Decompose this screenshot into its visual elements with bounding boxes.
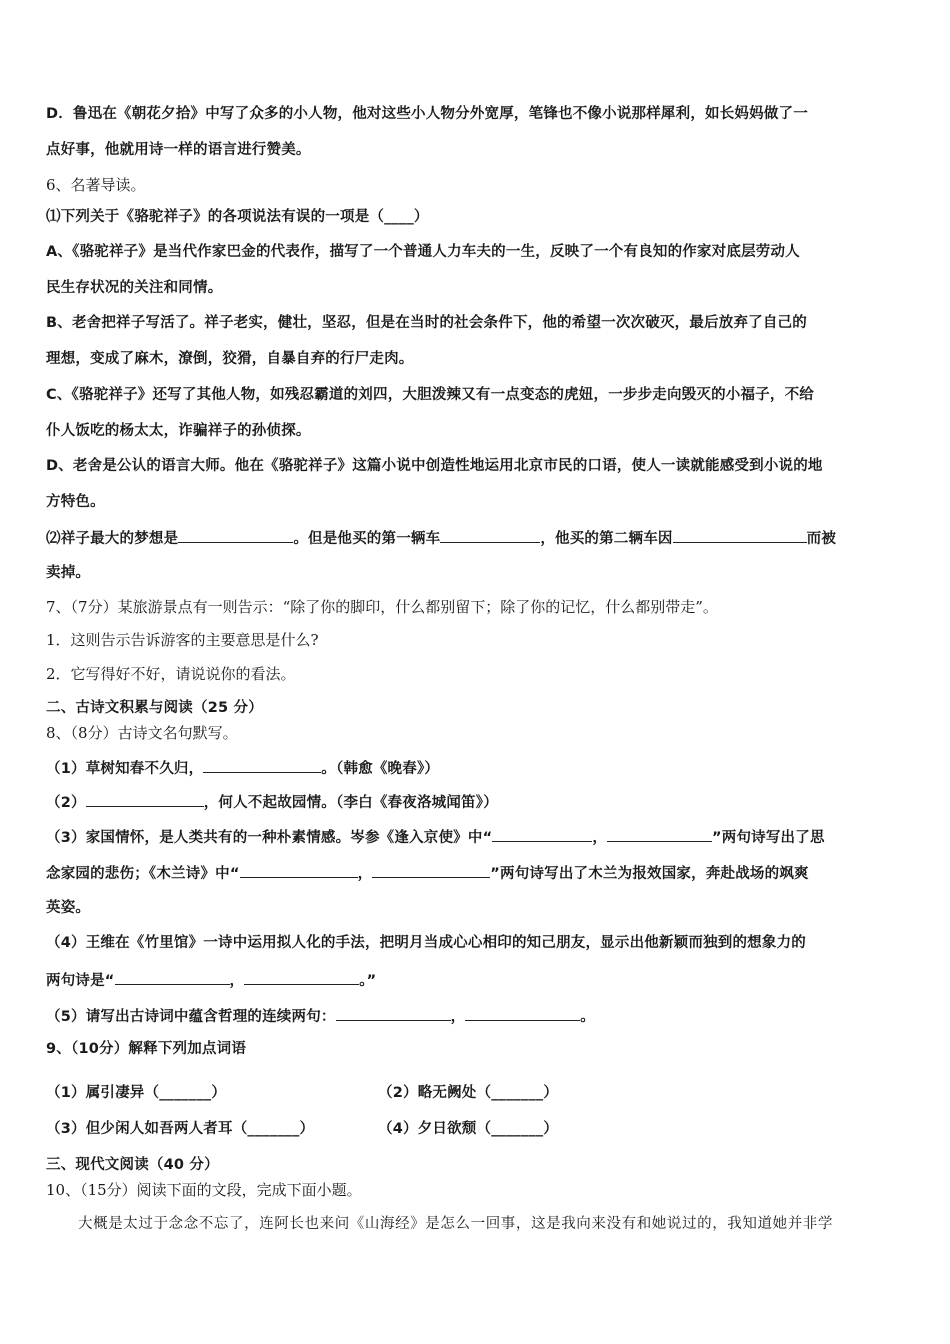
q6-option-b-line-1: B、老舍把祥子写活了。祥子老实，健壮，坚忍，但是在当时的社会条件下，他的希望一次次破灭，最后放弃了自己的 — [46, 315, 807, 331]
q8-item-5 — [46, 1005, 595, 1027]
question-8-heading: 8、（8分）古诗文名句默写。 — [46, 724, 238, 742]
question-6-sub-1: ⑴下列关于《骆驼祥子》的各项说法有误的一项是（____） — [46, 209, 429, 225]
question-9-heading: 9、（10分）解释下列加点词语 — [46, 1041, 247, 1057]
option-d-line-2: 点好事，他就用诗一样的语言进行赞美。 — [46, 142, 311, 158]
question-7-item-1: 1．这则告示告诉游客的主要意思是什么? — [46, 631, 319, 649]
question-6-sub-2 — [46, 527, 836, 549]
question-6-heading: 6、名著导读。 — [46, 176, 146, 194]
q6-2-text-c: ，他买的第二辆车因 — [540, 531, 673, 547]
q6-2-text-a: ⑵祥子最大的梦想是 — [46, 531, 179, 547]
q9-item-2: （2）略无阙处（_______） — [378, 1085, 559, 1101]
q8-3-text-a: （3）家国情怀，是人类共有的一种朴素情感。岑参《逢入京使》中“ — [46, 830, 493, 846]
q6-option-d-line-2: 方特色。 — [46, 494, 105, 510]
section-2-heading: 二、古诗文积累与阅读（25 分） — [46, 700, 263, 716]
q6-option-d-line-1: D、老舍是公认的语言大师。他在《骆驼祥子》这篇小说中创造性地运用北京市民的口语，使人一读就能感受到小说的地 — [46, 458, 823, 474]
answer-blank[interactable] — [115, 969, 230, 985]
q9-row-1 — [46, 1083, 226, 1103]
question-7-item-2: 2．它写得好不好，请说说你的看法。 — [46, 665, 296, 683]
answer-blank[interactable] — [465, 1005, 580, 1021]
question-7-heading: 7、（7分）某旅游景点有一则告示：“除了你的脚印，什么都别留下；除了你的记忆，什么都别带走”。 — [46, 598, 718, 616]
q8-2-text-b: ，何人不起故园情。（李白《春夜洛城闻笛》） — [203, 795, 498, 811]
section-3-heading: 三、现代文阅读（40 分） — [46, 1157, 219, 1173]
q8-1-text-b: 。（韩愈《晚春》） — [321, 761, 440, 777]
q6-2-text-b: 。但是他买的第一辆车 — [293, 531, 441, 547]
q8-item-3-line-1 — [46, 826, 825, 848]
answer-blank[interactable] — [336, 1005, 451, 1021]
q8-4-text-d: 。” — [359, 973, 377, 989]
q8-item-3-line-2 — [46, 862, 809, 884]
q8-item-1 — [46, 757, 439, 779]
q9-item-3: （3）但少闲人如吾两人者耳（_______） — [46, 1121, 315, 1137]
q6-option-c-line-2: 仆人饭吃的杨太太，诈骗祥子的孙侦探。 — [46, 423, 311, 439]
q8-3-text-b: ， — [592, 830, 608, 846]
answer-blank[interactable] — [607, 826, 712, 842]
q8-5-text-c: 。 — [580, 1009, 595, 1025]
answer-blank[interactable] — [492, 826, 592, 842]
answer-blank[interactable] — [240, 862, 358, 878]
q6-2-text-d: 而被 — [806, 531, 837, 547]
q8-2-text-a: （2） — [46, 795, 86, 811]
q8-3-text-c: ”两句诗写出了思 — [712, 830, 825, 846]
q6-option-a-line-2: 民生存状况的关注和同情。 — [46, 280, 223, 296]
q6-option-c-line-1: C、《骆驼祥子》还写了其他人物，如残忍霸道的刘四，大胆泼辣又有一点变态的虎妞，一步步走向毁灭的小福子，不给 — [46, 387, 814, 403]
q9-item-4: （4）夕日欲颓（_______） — [378, 1121, 559, 1137]
q6-option-b-line-2: 理想，变成了麻木，潦倒，狡猾，自暴自弃的行尸走肉。 — [46, 351, 414, 367]
q8-1-text-a: （1）草树知春不久归， — [46, 761, 204, 777]
q8-item-3-line-3: 英姿。 — [46, 900, 91, 916]
q8-3-text-d: 念家园的悲伤；《木兰诗》中“ — [46, 866, 240, 882]
option-d-line-1: D．鲁迅在《朝花夕拾》中写了众多的小人物，他对这些小人物分外宽厚，笔锋也不像小说那样犀利，如长妈妈做了一 — [46, 106, 808, 122]
answer-blank[interactable] — [372, 862, 490, 878]
answer-blank[interactable] — [440, 527, 540, 543]
answer-blank[interactable] — [203, 757, 321, 773]
q8-item-4-line-1: （4）王维在《竹里馆》一诗中运用拟人化的手法，把明月当成心心相印的知己朋友，显示出他新颖而独到的想象力的 — [46, 935, 806, 951]
q9-item-1: （1）属引凄异（_______） — [46, 1085, 227, 1101]
q8-item-4-line-2 — [46, 969, 376, 991]
q8-5-text-a: （5）请写出古诗词中蕴含哲理的连续两句： — [46, 1009, 336, 1025]
q8-3-text-f: ”两句诗写出了木兰为报效国家，奔赴战场的飒爽 — [490, 866, 809, 882]
q8-item-2 — [46, 791, 498, 813]
q8-5-text-b: ， — [450, 1009, 466, 1025]
answer-blank[interactable] — [178, 527, 293, 543]
q8-4-text-b: 两句诗是“ — [46, 973, 115, 989]
answer-blank[interactable] — [673, 527, 807, 543]
question-10-heading: 10、（15分）阅读下面的文段，完成下面小题。 — [46, 1181, 362, 1199]
reading-passage-line: 大概是太过于念念不忘了，连阿长也来问《山海经》是怎么一回事，这是我向来没有和她说过的，我知道她并非学 — [78, 1216, 833, 1232]
question-6-sub-2-cont: 卖掉。 — [46, 565, 91, 581]
answer-blank[interactable] — [244, 969, 359, 985]
q8-4-text-c: ， — [229, 973, 245, 989]
q8-3-text-e: ， — [357, 866, 373, 882]
answer-blank[interactable] — [86, 791, 204, 807]
q6-option-a-line-1: A、《骆驼祥子》是当代作家巴金的代表作，描写了一个普通人力车夫的一生，反映了一个有良知的作家对底层劳动人 — [46, 244, 800, 260]
